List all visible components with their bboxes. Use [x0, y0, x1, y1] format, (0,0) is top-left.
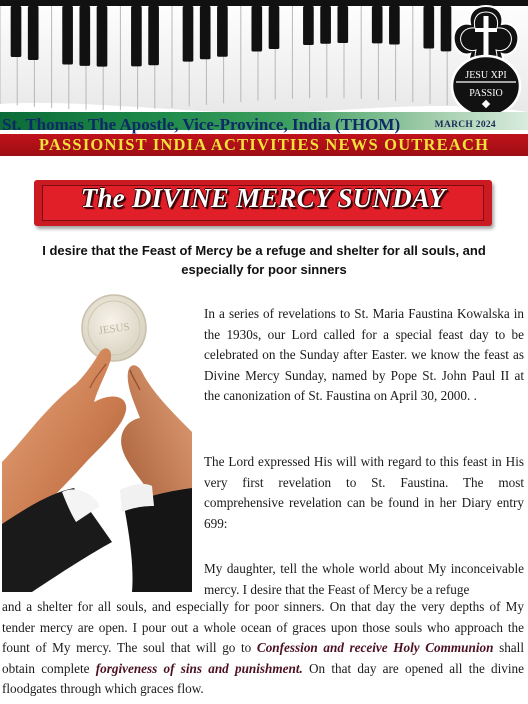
- article-title: The DIVINE MERCY SUNDAY: [80, 183, 446, 213]
- province-name: St. Thomas The Apostle, Vice-Province, India (THOM): [2, 115, 401, 134]
- quote-text-b: shall obtain complete: [2, 640, 524, 676]
- eucharist-host-photo: [2, 292, 192, 592]
- black-key: [62, 6, 73, 65]
- black-key: [131, 6, 142, 66]
- article-quote-continued: [2, 597, 524, 700]
- black-key: [423, 6, 434, 49]
- black-key: [372, 6, 383, 43]
- black-key: [269, 6, 280, 49]
- host-stamp-text: JESUS: [97, 320, 131, 338]
- province-title-line: [2, 115, 526, 134]
- issue-date: MARCH 2024: [434, 120, 496, 130]
- article-title-banner: [34, 180, 492, 226]
- masthead: [0, 0, 528, 162]
- article-subtitle: I desire that the Feast of Mercy be a refuge and shelter for all souls, and especially for poor sinners: [42, 243, 486, 277]
- black-key: [11, 6, 22, 57]
- quote-text-a: and a shelter for all souls, and especially for poor sinners. On that day the very depths of My tender mercy are open. I pour out a whole ocean of graces upon those souls who approach the fount of My mercy. The soul that will go to: [2, 599, 524, 655]
- black-key: [320, 6, 331, 44]
- black-key: [148, 6, 159, 65]
- quote-emphasis-confession: Confession and receive Holy Communion: [256, 640, 494, 655]
- black-key: [183, 6, 194, 62]
- logo-text-bottom: PASSIO: [469, 88, 503, 99]
- black-key: [251, 6, 262, 51]
- black-key: [200, 6, 211, 59]
- quote-text-c: On that day are opened all the divine floodgates through which graces flow.: [2, 660, 525, 696]
- article-quote-lead: My daughter, tell the whole world about My inconceivable mercy. I desire that the Feast of Mercy be a refuge: [204, 561, 524, 597]
- black-key: [303, 6, 314, 45]
- black-key: [79, 6, 90, 66]
- black-key: [28, 6, 39, 60]
- black-key: [389, 6, 400, 45]
- article-paragraph-1: In a series of revelations to St. Maria Faustina Kowalska in the 1930s, our Lord called for a special feast day to be celebrated on the Sunday after Easter. we know the feast as Divine Mercy Sunday, named by Pope St. John Paul II at the canonization of St. Faustina on April 30, 2000. .: [204, 306, 524, 403]
- black-key: [337, 6, 348, 43]
- logo-text-top: JESU XPI: [465, 70, 507, 81]
- passionist-emblem-logo: [446, 4, 526, 122]
- newsletter-tagline: PASSIONIST INDIA ACTIVITIES NEWS OUTREACH: [38, 135, 490, 154]
- black-key: [97, 6, 108, 67]
- article-paragraph-2: The Lord expressed His will with regard to this feast in His very first revelation to St. Faustina. The most comprehensive revelation can be found in her Diary entry 699:: [204, 454, 524, 531]
- quote-emphasis-forgiveness: forgiveness of sins and punishment.: [95, 660, 303, 676]
- black-key: [217, 6, 228, 57]
